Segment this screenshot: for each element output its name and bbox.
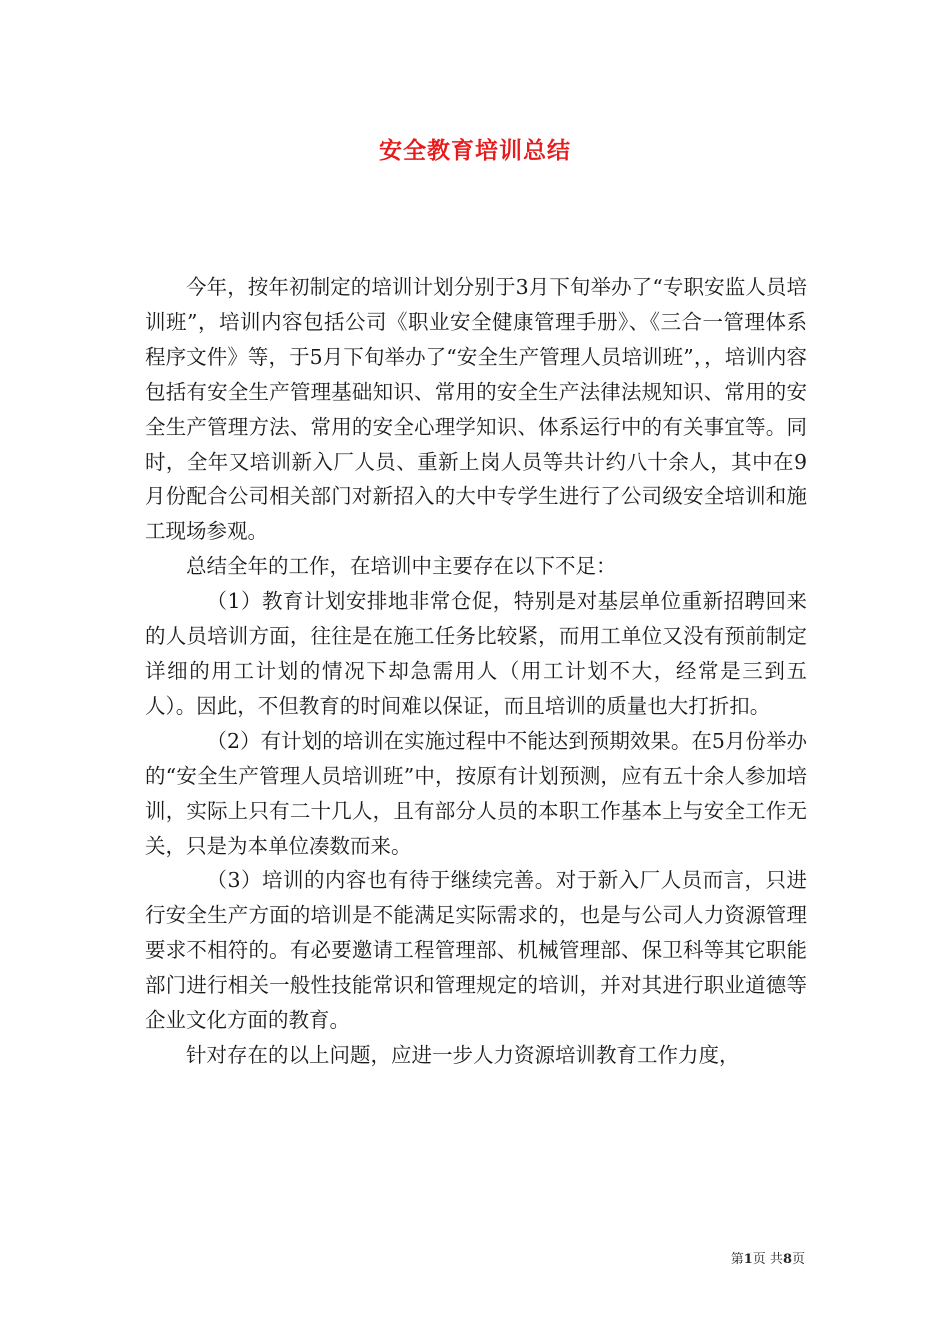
footer-suffix: 页 [791, 1252, 805, 1267]
footer-prefix: 第 [730, 1252, 744, 1267]
paragraph-issue-3: （3）培训的内容也有待于继续完善。对于新入厂人员而言，只进行安全生产方面的培训是不能满足实际需求的，也是与公司人力资源管理要求不相符的。有必要邀请工程管理部、机械管理部、保卫科等其它职能部门进行相关一般性技能常识和管理规定的培训，并对其进行职业道德等企业文化方面的教育。 [145, 868, 807, 1033]
paragraph-summary-lead: 总结全年的工作，在培训中主要存在以下不足： [186, 554, 617, 579]
document-body [145, 270, 807, 1073]
footer-total-pages: 8 [782, 1252, 792, 1267]
document-title: 安全教育培训总结 [379, 138, 571, 164]
paragraph-intro: 今年，按年初制定的培训计划分别于3月下旬举办了“专职安监人员培训班”，培训内容包括公司《职业安全健康管理手册》、《三合一管理体系程序文件》等，于5月下旬举办了“安全生产管理人员培训班”，，培训内容包括有安全生产管理基础知识、常用的安全生产法律法规知识、常用的安全生产管理方法、常用的安全心理学知识、体系运行中的有关事宜等。同时，全年又培训新入厂人员、重新上岗人员等共计约八十余人，其中在9月份配合公司相关部门对新招入的大中专学生进行了公司级安全培训和施工现场参观。 [145, 275, 807, 544]
page-number-footer [731, 1248, 805, 1267]
paragraph-remedy: 针对存在的以上问题，应进一步人力资源培训教育工作力度， [186, 1042, 740, 1067]
paragraph-issue-2: （2）有计划的培训在实施过程中不能达到预期效果。在5月份举办的“安全生产管理人员培训班”中，按原有计划预测，应有五十余人参加培训，实际上只有二十几人，且有部分人员的本职工作基本上与安全工作无关，只是为本单位凑数而来。 [145, 728, 807, 858]
footer-middle: 页 共 [752, 1252, 783, 1267]
paragraph-issue-1: （1）教育计划安排地非常仓促，特别是对基层单位重新招聘回来的人员培训方面，往往是在施工任务比较紧，而用工单位又没有预前制定详细的用工计划的情况下却急需用人（用工计划不大，经常是三到五人）。因此，不但教育的时间难以保证，而且培训的质量也大打折扣。 [145, 589, 807, 718]
footer-current-page: 1 [743, 1252, 753, 1267]
